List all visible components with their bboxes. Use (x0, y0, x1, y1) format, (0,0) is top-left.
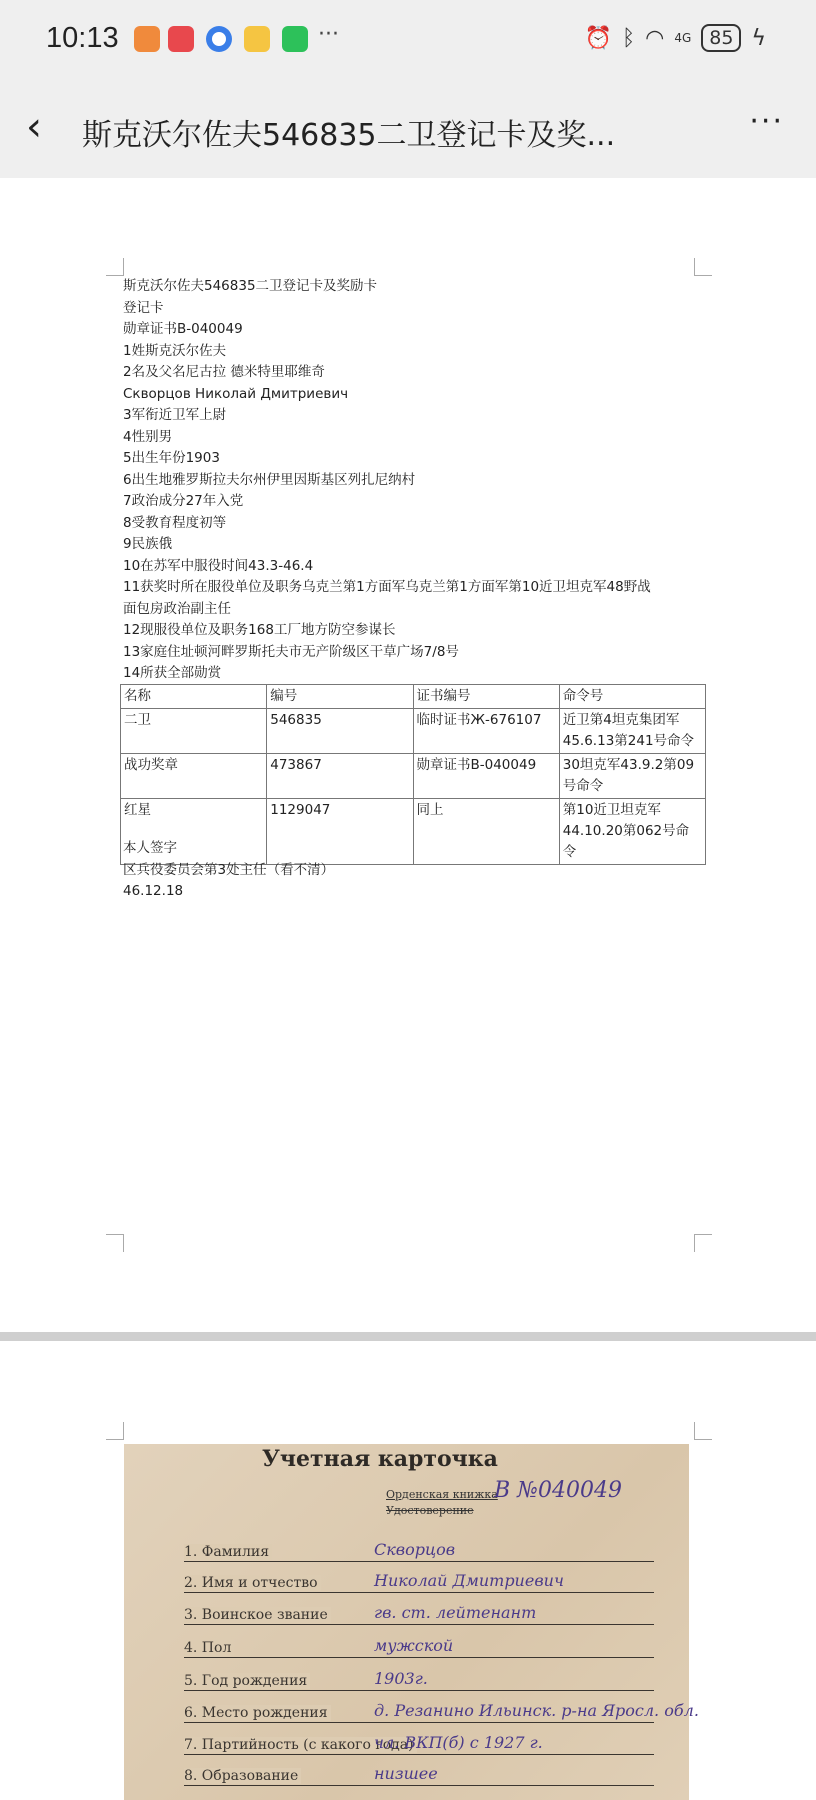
signatory: 区兵役委员会第3处主任（看不清） (123, 861, 335, 878)
document-line: 11获奖时所在服役单位及职务乌克兰第1方面军乌克兰第1方面军第10近卫坦克军48野战 (123, 579, 651, 595)
table-cell: 红星 (121, 799, 267, 865)
document-line: 3军衔近卫军上尉 (123, 407, 227, 423)
card-field-value: Николай Дмитриевич (374, 1571, 564, 1590)
document-line: 1姓斯克沃尔佐夫 (123, 342, 227, 359)
document-body (123, 276, 651, 685)
document-line: 面包房政治副主任 (123, 600, 231, 617)
signal-icon: 4G (674, 31, 692, 45)
document-line: 4性别男 (123, 428, 173, 445)
more-options-button[interactable]: ··· (749, 104, 784, 139)
card-field-label: 7. Партийность (с какого года) (184, 1737, 417, 1753)
card-field-label: 1. Фамилия (184, 1544, 272, 1560)
bluetooth-icon: ᛒ (621, 25, 636, 51)
weibo-icon (244, 26, 270, 52)
card-field-label: 3. Воинское звание (184, 1607, 331, 1623)
page-corner-mark (694, 258, 712, 276)
system-icons (585, 24, 766, 52)
table-cell: 近卫第4坦克集团军45.6.13第241号命令 (559, 709, 705, 754)
page-corner-mark (694, 1422, 712, 1440)
document-line: 10在苏军中服役时间43.3-46.4 (123, 557, 314, 574)
order-book-label: Орденская книжка (386, 1488, 498, 1501)
card-field (184, 1756, 654, 1786)
page-corner-mark (106, 258, 124, 276)
card-field-value: гв. ст. лейтенант (374, 1603, 537, 1622)
table-cell: 30坦克军43.9.2第09号命令 (559, 754, 705, 799)
struck-certificate-label: Удостоверение (386, 1504, 474, 1517)
card-field-value: чл. ВКП(б) с 1927 г. (374, 1733, 543, 1752)
document-line: 12现服役单位及职务168工厂地方防空参谋长 (123, 622, 396, 638)
table-cell: 473867 (267, 754, 413, 799)
table-row (121, 754, 706, 799)
card-field-value: 1903г. (374, 1669, 428, 1688)
card-field (184, 1661, 654, 1691)
document-line: 登记卡 (123, 299, 164, 316)
document-line: 13家庭住址顿河畔罗斯托夫市无产阶级区干草广场7/8号 (123, 643, 459, 660)
card-field (184, 1693, 699, 1723)
card-field (184, 1563, 654, 1593)
document-line: 8受教育程度初等 (123, 514, 227, 531)
status-bar (0, 0, 816, 80)
card-field (184, 1725, 654, 1755)
shopping-app-icon (168, 26, 194, 52)
browser-icon (206, 26, 232, 52)
clock: 10:13 (46, 22, 119, 54)
table-row (121, 709, 706, 754)
table-cell: 二卫 (121, 709, 267, 754)
card-field (184, 1532, 654, 1562)
document-line: 5出生年份1903 (123, 450, 220, 466)
card-field-value: Скворцов (374, 1540, 456, 1559)
signature-label: 本人签字 (123, 840, 177, 856)
order-number: B №040049 (494, 1478, 622, 1503)
table-cell: 勋章证书B-040049 (413, 754, 559, 799)
document-line: 2名及父名尼古拉 德米特里耶维奇 (123, 364, 325, 380)
document-line: 勋章证书B-040049 (123, 321, 243, 337)
document-title: 斯克沃尔佐夫546835二卫登记卡及奖... (82, 118, 616, 153)
wifi-icon: ◠ (645, 25, 665, 51)
card-field-label: 2. Имя и отчество (184, 1575, 321, 1591)
alarm-icon: ⏰ (584, 25, 612, 51)
document-line: 14所获全部勋赏 (123, 665, 222, 681)
table-cell: 战功奖章 (121, 754, 267, 799)
signature-block (123, 838, 334, 903)
document-line: 斯克沃尔佐夫546835二卫登记卡及奖励卡 (123, 278, 378, 294)
card-field-label: 8. Образование (184, 1768, 301, 1784)
card-field (184, 1595, 654, 1625)
table-cell: 临时证书Ж-676107 (413, 709, 559, 754)
document-line: 6出生地雅罗斯拉夫尔州伊里因斯基区列扎尼纳村 (123, 471, 416, 488)
card-field-label: 5. Год рождения (184, 1673, 310, 1689)
table-cell: 1129047 (267, 799, 413, 865)
card-field-value: мужской (374, 1636, 454, 1655)
document-line: 9民族俄 (123, 536, 173, 552)
more-notifications-icon: ··· (318, 22, 339, 47)
page-corner-mark (106, 1234, 124, 1252)
card-field-value: д. Резанино Ильинск. р-на Яросл. обл. (374, 1701, 699, 1720)
document-line: Скворцов Николай Дмитриевич (123, 385, 349, 402)
scanned-registration-card (124, 1444, 699, 1800)
table-header-row (121, 685, 706, 709)
header-cell: 名称 (121, 685, 267, 709)
card-field-label: 4. Пол (184, 1640, 234, 1656)
card-field-label: 6. Место рождения (184, 1705, 331, 1721)
page-corner-mark (106, 1422, 124, 1440)
back-button[interactable]: ‹ (26, 104, 42, 150)
battery-icon: 85 (701, 24, 741, 52)
card-field-value: низшее (374, 1764, 438, 1783)
header-cell: 证书编号 (413, 685, 559, 709)
header-cell: 命令号 (559, 685, 705, 709)
wechat-icon (282, 26, 308, 52)
app-header (0, 80, 816, 178)
charging-icon: ϟ (751, 25, 766, 51)
header-cell: 编号 (267, 685, 413, 709)
table-cell: 第10近卫坦克军44.10.20第062号命令 (559, 799, 705, 865)
table-cell: 同上 (413, 799, 559, 865)
page-separator (0, 1332, 816, 1341)
card-title: Учетная карточка (262, 1446, 498, 1472)
date: 46.12.18 (123, 883, 184, 899)
document-line: 7政治成分27年入党 (123, 493, 244, 509)
page-corner-mark (694, 1234, 712, 1252)
health-app-icon (134, 26, 160, 52)
table-cell: 546835 (267, 709, 413, 754)
card-field (184, 1628, 654, 1658)
